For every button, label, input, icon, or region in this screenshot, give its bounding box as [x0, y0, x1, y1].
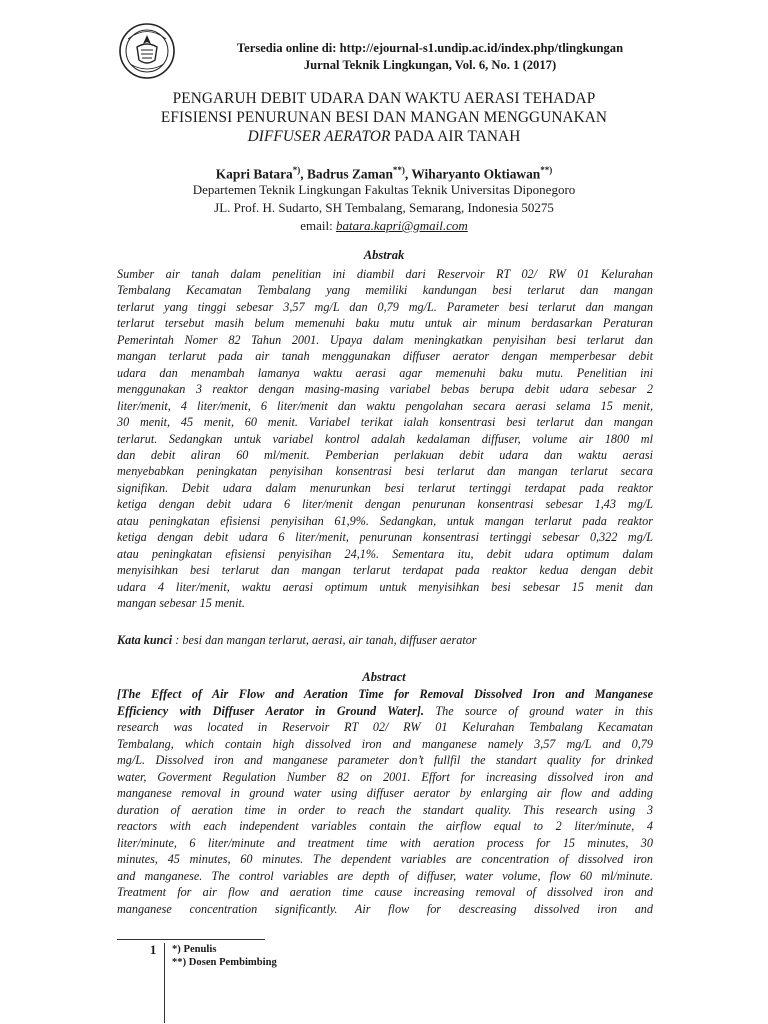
abstrak-line: udara 4 liter/menit, waktu aerasi optimum untuk menyisihkan besi sebesar 15 menit dan — [117, 579, 653, 594]
footnote-author: *) Penulis — [172, 944, 217, 955]
abstract-title-line-1: [The Effect of Air Flow and Aeration Time for Removal Dissolved Iron and Manganese — [117, 687, 653, 701]
journal-header — [118, 22, 678, 82]
abstract-body — [117, 686, 653, 917]
journal-volume-line: Jurnal Teknik Lingkungan, Vol. 6, No. 1 (2017) — [303, 58, 557, 72]
footer-divider — [117, 939, 265, 940]
abstract-line: liter/minute, 6 liter/minute and treatment time with aeration process for 15 minutes, 30 — [117, 835, 653, 850]
abstrak-line: signifikan. Debit udara dalam menurunkan besi terlarut tertinggi terdapat pada reaktor — [117, 480, 653, 495]
author-1-mark: *) — [292, 165, 301, 175]
abstrak-line: 30 menit, 45 menit, 60 menit. Variabel terikat ialah konsentrasi besi terlarut dan mangan — [117, 415, 653, 430]
affiliation-email — [60, 217, 708, 234]
abstrak-line: menggunakan 3 reaktor dengan masing-masing variabel bebas berupa debit udara sebesar 2 — [117, 382, 653, 397]
abstrak-line: Sumber air tanah dalam penelitian ini diambil dari Reservoir RT 02/ RW 01 Kelurahan — [117, 267, 653, 281]
abstract-line: research was located in Reservoir RT 02/ RW 01 Kelurahan Tembalang Kecamatan — [117, 720, 653, 734]
keywords — [117, 633, 653, 648]
abstract-line: reactors with each independent variables contain the airflow equal to 2 liter/minute, 4 — [117, 819, 653, 833]
title-line-1: PENGARUH DEBIT UDARA DAN WAKTU AERASI TEHADAP — [172, 90, 596, 107]
author-list — [60, 162, 708, 182]
keywords-text: : besi dan mangan terlarut, aerasi, air tanah, diffuser aerator — [172, 633, 477, 647]
abstrak-line: terlarut yang tinggi sebesar 3,57 mg/L dan 0,79 mg/L. Parameter besi terlarut dan mangan — [117, 299, 653, 314]
abstract-line: and manganese. The control variables are depth of diffuser, water volume, flow 60 ml/minute. — [117, 868, 653, 883]
title-italic-part: DIFFUSER AERATOR — [247, 128, 391, 145]
email-link[interactable]: batara.kapri@gmail.com — [335, 218, 468, 233]
paper-title — [60, 89, 708, 146]
journal-url-line: Tersedia online di: http://ejournal-s1.undip.ac.id/index.php/tlingkungan — [236, 41, 624, 55]
abstrak-line: terlarut. Sedangkan untuk variabel kontrol adalah kedalaman diffuser, volume air 1800 ml — [117, 431, 653, 446]
abstrak-body — [117, 266, 653, 612]
title-line-2: EFISIENSI PENURUNAN BESI DAN MANGAN MENGGUNAKAN — [160, 109, 608, 126]
footnote-supervisor: **) Dosen Pembimbing — [172, 957, 277, 968]
abstrak-line: liter/menit, 4 liter/menit, 6 liter/menit dan waktu pengolahan secara aerasi selama 15 menit, — [117, 398, 653, 413]
abstrak-line: mangan terlarut pada air tanah menggunakan diffuser aerator dengan memperbesar debit — [117, 349, 653, 364]
abstract-heading: Abstract — [362, 670, 406, 684]
abstract-line: manganese concentration significantly. Air flow for descreasing dissolved iron and — [117, 901, 653, 916]
abstrak-line: Pemerintah Nomer 82 Tahun 2001. Upaya dalam meningkatkan penyisihan besi terlarut dan — [117, 332, 653, 347]
abstrak-line: menyisihkan besi terlarut dan mangan terlarut terdapat pada reaktor kedua dengan debit — [117, 563, 653, 578]
abstrak-line: mangan sebesar 15 menit. — [117, 596, 245, 611]
abstrak-line: menyebabkan peningkatan penyisihan konsentrasi besi terlarut dan mangan terlarut secara — [117, 464, 653, 479]
abstract-line: duration of aeration time in order to reach the standart quality. This research using 3 — [117, 802, 653, 817]
page-number: 1 — [150, 943, 157, 957]
title-rest-part: PADA AIR TANAH — [390, 128, 521, 145]
abstrak-heading: Abstrak — [363, 248, 405, 262]
affiliation-department: Departemen Teknik Lingkungan Fakultas Teknik Universitas Diponegoro — [192, 182, 576, 197]
affiliation-address: JL. Prof. H. Sudarto, SH Tembalang, Semarang, Indonesia 50275 — [214, 200, 554, 215]
abstrak-line: udara dan menambah lamanya waktu aerasi agar memenuhi baku mutu. Penelitian ini — [117, 365, 653, 380]
abstrak-line: dan debit aliran 60 ml/menit. Pemberian perlakuan debit udara dan waktu aerasi — [117, 447, 653, 462]
title-line-3 — [60, 127, 708, 146]
abstrak-line: atau peningkatan efisiensi penyisihan 24,1%. Sementara itu, debit udara optimum dalam — [117, 546, 653, 561]
abstract-title-line-2: Efficiency with Diffuser Aerator in Ground Water]. The source of ground water in this — [117, 703, 653, 718]
author-2: , Badrus Zaman — [300, 166, 393, 182]
footer-vertical-divider — [164, 943, 165, 1023]
abstract-line: Tembalang, which contain high dissolved iron and manganese namely 3,57 mg/L and 0,79 — [117, 736, 653, 751]
abstrak-line: terlarut tersebut masih belum memenuhi baku mutu untuk air minum berdasarkan Peraturan — [117, 316, 653, 331]
abstrak-line: ketiga dengan debit udara 6 liter/menit, penurunan konsentrasi tertinggi sebesar 0,322 mg/L — [117, 530, 653, 545]
abstrak-line: Tembalang Kecamatan Tembalang yang memiliki kandungan besi terlarut dan mangan — [117, 283, 653, 298]
abstract-line: Treatment for air flow and aeration time cause increasing removal of dissolved iron and — [117, 885, 653, 899]
abstrak-line: ketiga dengan debit udara 6 liter/menit dengan penurunan konsentrasi sebesar 1,43 mg/L — [117, 497, 653, 512]
keywords-label: Kata kunci — [117, 633, 173, 647]
university-seal-icon — [118, 22, 176, 80]
author-3: , Wiharyanto Oktiawan — [404, 166, 541, 182]
author-3-mark: **) — [540, 165, 553, 175]
abstract-line: water, Goverment Regulation Number 82 on 2001. Effort for increasing dissolved iron and — [117, 769, 653, 784]
abstract-line: manganese removal in ground water using diffuser aerator by enlarging air flow and adding — [117, 786, 653, 800]
email-label: email: — [300, 218, 336, 233]
footnotes — [172, 943, 277, 969]
abstract-line: mg/L. Dissolved iron and manganese parameter don’t fullfil the standart quality for drinked — [117, 753, 653, 767]
author-1: Kapri Batara — [215, 166, 293, 182]
abstract-line: minutes, 45 minutes, 60 minutes. The dependent variables are concentration of dissolved iron — [117, 852, 653, 866]
author-2-mark: **) — [392, 165, 405, 175]
abstrak-line: atau peningkatan efisiensi penyisihan 61,9%. Sedangkan, untuk mangan terlarut pada reaktor — [117, 513, 653, 528]
